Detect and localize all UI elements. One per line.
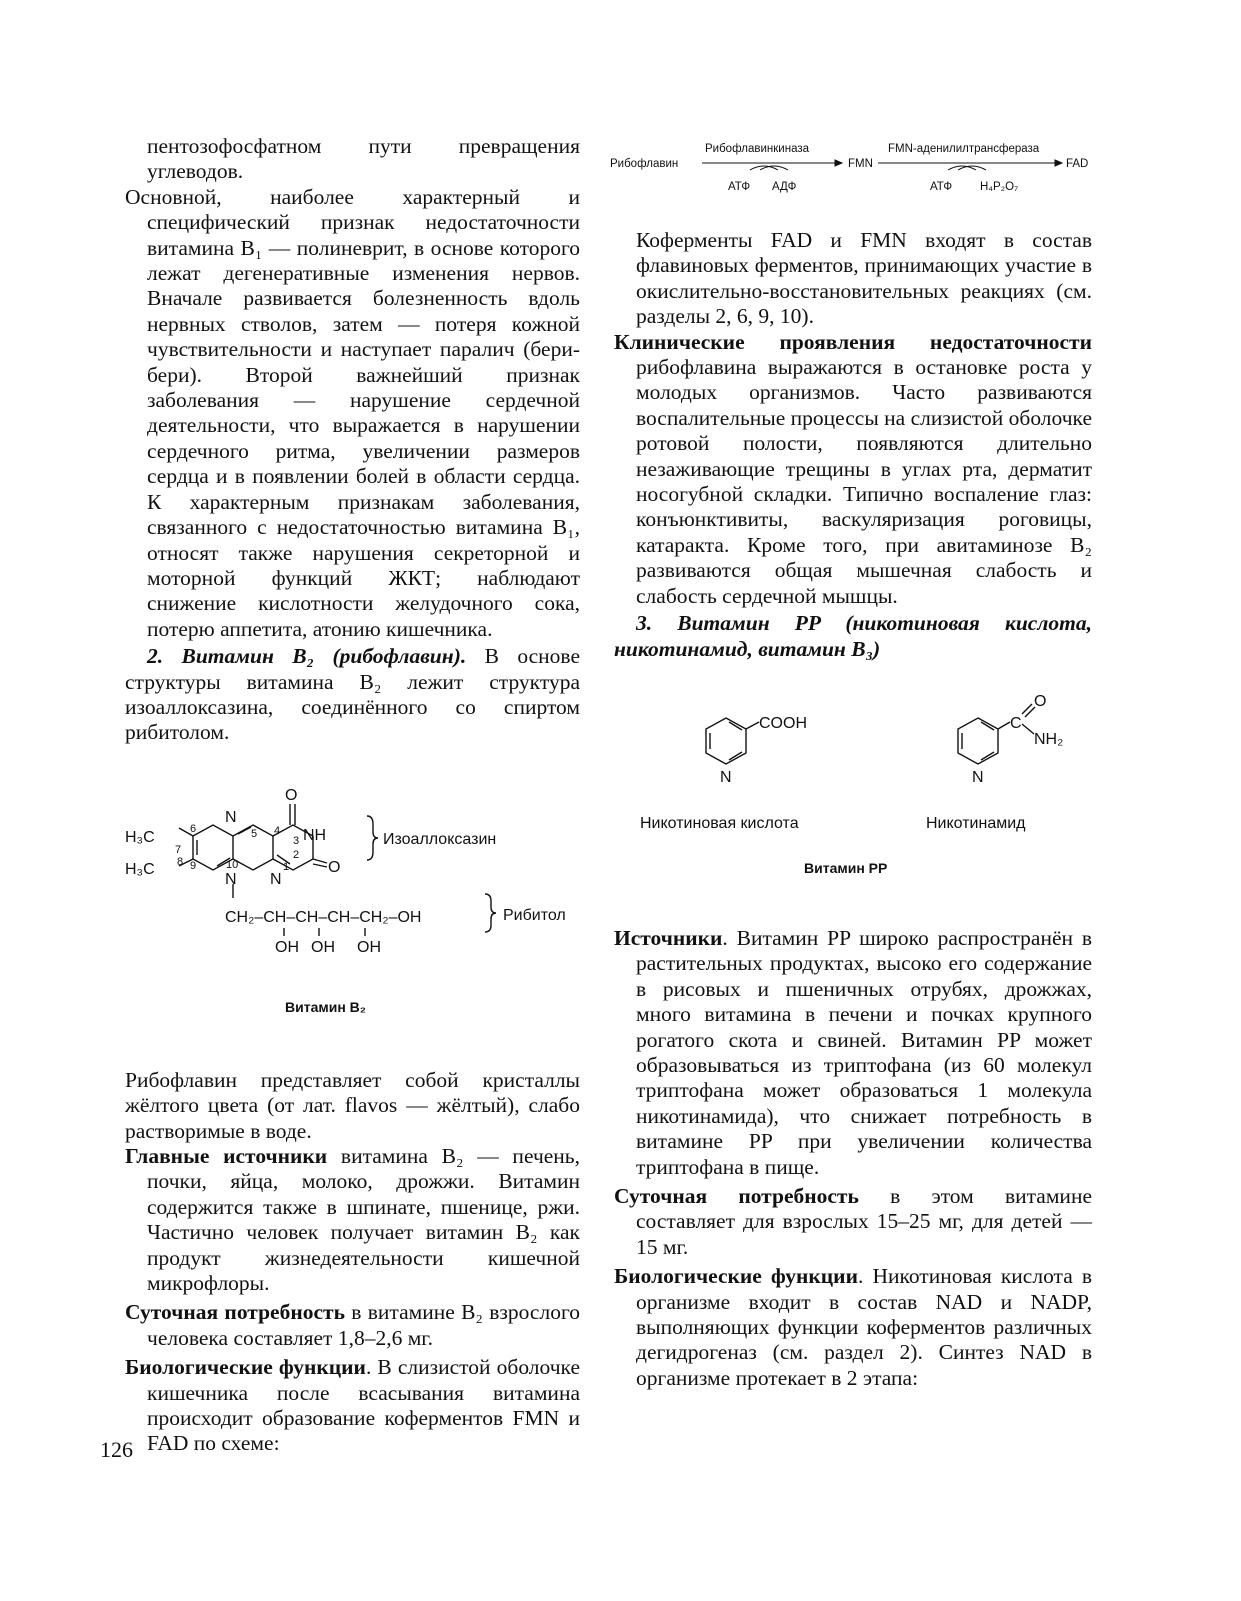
svg-text:4: 4 (274, 824, 281, 837)
figure-caption-b2: Витамин B₂ (285, 998, 366, 1015)
paragraph-b2-clinical: Клинические проявления недостаточности рибофлавина выражаются в остановке роста у молодых организмов. Часто развиваются воспалительные процессы на слизистой оболочке ротовой полости, появляются длительно незаживающие трещины в углах рта, дерматит носогубной складки. Типично воспаление глаз: конъюнктивиты, васкуляризация роговицы, катаракта. Кроме того, при авитаминозе B₂ развиваются общая мышечная слабость и слабость сердечной мышцы. (614, 329, 1092, 608)
svg-text:OH: OH (275, 938, 299, 956)
svg-text:N: N (972, 768, 984, 786)
svg-text:C: C (1010, 714, 1022, 732)
svg-text:АТФ: АТФ (930, 181, 953, 193)
svg-text:O: O (285, 786, 298, 804)
svg-text:FMN-аденилилтрансфераза: FMN-аденилилтрансфераза (888, 143, 1040, 155)
paragraph-riboflavin-crystals: Рибофлавин представляет собой кристаллы жёлтого цвета (от лат. flavos — жёлтый), слабо растворимые в воде. (125, 1067, 580, 1143)
paragraph-pp-functions: Биологические функции. Никотиновая кислота в организме входит в состав NAD и NADP, выполняющих функции коферментов различных дегидрогеназ (см. раздел 2). Синтез NAD в организме протекает в 2 этапа: (614, 1264, 1093, 1390)
svg-text:2: 2 (293, 848, 300, 861)
svg-text:N: N (225, 870, 237, 888)
svg-text:FAD: FAD (1066, 158, 1089, 170)
svg-text:NH: NH (303, 826, 327, 844)
svg-text:Рибитол: Рибитол (503, 906, 566, 924)
svg-text:1: 1 (283, 860, 290, 873)
svg-text:H₃C: H₃C (125, 860, 155, 878)
figure-caption-pp: Витамин PP (804, 859, 888, 876)
coenzyme-scheme (610, 134, 1100, 204)
svg-text:FMN: FMN (848, 158, 873, 170)
paragraph-b1-deficiency: Основной, наиболее характерный и специфический признак недостаточности витамина B₁ — полиневрит, в основе которого лежат дегенеративные изменения нервов. Вначале развивается болезненность вдоль нервных стволов, затем — потеря кожной чувствительности и наступает паралич (бери-бери). Второй важнейший признак заболевания — нарушение сердечной деятельности, что выражается в нарушении сердечного ритма, увеличении размеров сердца и в появлении болей в области сердца. К характерным признакам заболевания, связанного с недостаточностью витамина B₁, относят также нарушения секреторной и моторной функций ЖКТ; наблюдают снижение кислотности желудочного сока, потерю аппетита, атонию кишечника. (125, 184, 580, 641)
svg-text:COOH: COOH (759, 714, 807, 732)
svg-text:OH: OH (357, 938, 381, 956)
paragraph-fad-fmn: Коферменты FAD и FMN входят в состав флавиновых ферментов, принимающих участие в окислительно-восстановительных реакциях (см. разделы 2, 6, 9, 10). (636, 228, 1092, 329)
svg-text:Рибофлавинкиназа: Рибофлавинкиназа (705, 143, 810, 155)
svg-text:N: N (225, 808, 237, 826)
svg-text:N: N (270, 870, 282, 888)
svg-text:Никотиновая кислота: Никотиновая кислота (640, 814, 799, 832)
svg-text:NH₂: NH₂ (1034, 730, 1064, 748)
svg-text:O: O (1034, 692, 1047, 710)
paragraph-b2-intro: 2. Витамин B₂ (рибофлавин). В основе структуры витамина B₂ лежит структура изоаллоксазина, соединённого со спиртом рибитолом. (125, 644, 580, 745)
left-column (125, 134, 580, 1457)
svg-text:OH: OH (311, 938, 335, 956)
svg-text:N: N (720, 768, 732, 786)
svg-text:H₃C: H₃C (125, 828, 155, 846)
svg-text:Рибофлавин: Рибофлавин (610, 158, 679, 170)
section-heading-b2: 2. Витамин B₂ (рибофлавин). (147, 644, 467, 669)
svg-text:9: 9 (190, 859, 197, 872)
paragraph-b2-daily: Суточная потребность в витамине B₂ взрослого человека составляет 1,8–2,6 мг. (125, 1300, 580, 1350)
paragraph-continuation: пентозофосфатном пути превращения углеводов. (147, 134, 580, 184)
svg-text:8: 8 (177, 855, 184, 868)
svg-text:CH₂–CH–CH–CH–CH₂–OH: CH₂–CH–CH–CH–CH₂–OH (225, 908, 422, 926)
right-column (614, 228, 1092, 1391)
svg-text:H₄P₂O₇: H₄P₂O₇ (980, 181, 1019, 193)
paragraph-pp-sources: Источники. Витамин PP широко распространён в растительных продуктах, высоко его содержание в рисовых и пшеничных отрубях, дрожжах, много витамина в печени и почках крупного рогатого скота и свиней. Витамин PP может образовываться из триптофана (из 60 молекул триптофана может образоваться 1 молекула никотинамида), что снижает потребность в витамине PP при увеличении количества триптофана в пище. (614, 925, 1092, 1179)
svg-text:7: 7 (175, 843, 182, 856)
svg-text:Изоаллоксазин: Изоаллоксазин (383, 830, 497, 848)
svg-text:3: 3 (293, 834, 300, 847)
section-heading-pp: 3. Витамин PP (никотиновая кислота, никотинамид, витамин B₃) (614, 611, 1092, 661)
riboflavin-structure-figure (125, 766, 580, 1056)
paragraph-b2-sources: Главные источники витамина B₂ — печень, почки, яйца, молоко, дрожжи. Витамин содержится также в шпинате, пшенице, ржи. Частично человек получает витамин B₂ как продукт жизнедеятельности кишечной микрофлоры. (125, 1143, 580, 1295)
svg-text:6: 6 (190, 822, 197, 835)
page-number: 126 (100, 1437, 133, 1462)
svg-text:10: 10 (226, 858, 239, 871)
paragraph-pp-daily: Суточная потребность в этом витамине составляет для взрослых 15–25 мг, для детей — 15 мг. (614, 1183, 1092, 1259)
svg-text:АТФ: АТФ (728, 181, 751, 193)
svg-text:O: O (328, 858, 341, 876)
vitamin-pp-structures-figure (614, 676, 1092, 916)
paragraph-b2-functions: Биологические функции. В слизистой оболочке кишечника после всасывания витамина происходит образование коферментов FMN и FAD по схеме: (125, 1355, 580, 1456)
svg-text:АДФ: АДФ (772, 181, 797, 193)
svg-text:5: 5 (251, 827, 258, 840)
svg-text:Никотинамид: Никотинамид (926, 814, 1026, 832)
